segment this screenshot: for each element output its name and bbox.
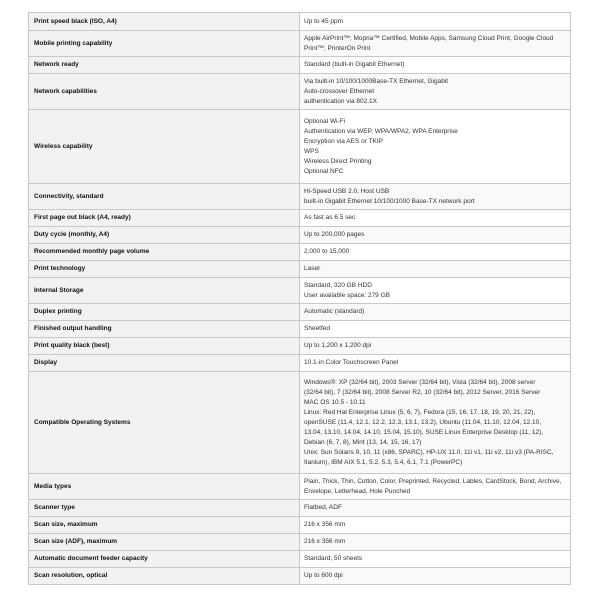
spec-value [300,227,571,244]
spec-label: Scanner type [29,500,300,517]
spec-value-line: Flatbed, ADF [304,504,342,511]
spec-row [29,355,571,372]
spec-label: Display [29,355,300,372]
specifications-body [29,13,571,585]
spec-label: Finished output handling [29,321,300,338]
spec-value-line: User available space: 279 GB [304,291,390,299]
spec-value-line: 10.1-in Color Touchscreen Panel [304,359,399,366]
spec-value [300,551,571,568]
spec-value-line: MAC OS 10.5 - 10.11 [304,398,366,406]
spec-row [29,184,571,210]
spec-label: Compatible Operating Systems [29,372,300,474]
spec-value-line: openSUSE (11.4, 12.1, 12.2, 12.3, 13.1, 13.2), Ubuntu (11.04, 11.10, 12.04, 12.10, [304,418,542,426]
spec-value-line: built-in Gigabit Ethernet 10/100/1000 Base-TX network port [304,197,475,205]
spec-value-line: Laser [304,265,321,272]
spec-value-line: Windows®: XP (32/64 bit), 2003 Server (32/64 bit), Vista (32/64 bit), 2008 server [304,378,536,386]
spec-label: Network ready [29,57,300,74]
spec-value-line: 13.04, 13.10, 14.04, 14.10, 15.04, 15.10), SUSE Linux Enterprise Desktop (11, 12), [304,428,544,436]
spec-value-line: Automatic (standard) [304,308,365,315]
spec-label: Media types [29,474,300,500]
spec-label: Recommended monthly page volume [29,244,300,261]
spec-row [29,278,571,304]
spec-row [29,57,571,74]
spec-row [29,551,571,568]
spec-row [29,534,571,551]
spec-value [300,278,571,304]
spec-value-line: Wireless Direct Printing [304,157,372,165]
spec-label: Mobile printing capability [29,31,300,57]
spec-value-line: authentication via 802.1X [304,97,377,105]
spec-row [29,304,571,321]
spec-label: First page out black (A4, ready) [29,210,300,227]
spec-value-line: Itanium), IBM AIX 5.1, 5.2, 5.3, 5.4, 6.1, 7.1 (PowerPC) [304,458,463,466]
spec-value-line: Apple AirPrint™; Mopria™ Certified, Mobile Apps, Samsung Cloud Print, Google Cloud [304,34,554,42]
spec-value-line: As fast as 6.5 sec [304,214,356,221]
spec-value-line: Auto-crossover Ethernet [304,87,375,95]
spec-value-line: Debian (6, 7, 8), Mint (13, 14, 15, 16, 17) [304,438,422,446]
spec-value [300,261,571,278]
spec-value [300,321,571,338]
spec-value [300,517,571,534]
spec-row [29,210,571,227]
spec-value [300,13,571,31]
spec-value [300,57,571,74]
spec-row [29,500,571,517]
spec-row [29,227,571,244]
spec-value-line: Up to 600 dpi [304,572,343,579]
spec-value-line: Optional NFC [304,167,344,175]
spec-value-line: Standard (built-in Gigabit Ethernet) [304,61,405,68]
spec-value-line: Standard, 50 sheets [304,555,363,562]
spec-value-line: Standard, 320 GB HDD [304,281,372,289]
spec-value [300,184,571,210]
spec-label: Connectivity, standard [29,184,300,210]
spec-value-line: Up to 200,000 pages [304,231,365,238]
spec-row [29,244,571,261]
spec-value-line: WPS [304,147,319,155]
spec-value-line: 216 x 356 mm [304,521,346,528]
spec-value-line: (32/64 bit), 7 (32/64 bit), 2008 Server R2, 10 (32/64 bit), 2012 Server, 2016 Server [304,388,541,396]
spec-value-line: Hi-Speed USB 2.0, Host USB [304,187,390,195]
spec-label: Automatic document feeder capacity [29,551,300,568]
spec-row [29,13,571,31]
spec-value [300,372,571,474]
spec-value [300,474,571,500]
spec-row [29,517,571,534]
spec-value-line: Up to 1,200 x 1,200 dpi [304,342,372,349]
spec-value-line: Linux: Red Hat Enterprise Linux (5, 6, 7), Fedora (15, 16, 17, 18, 19, 20, 21, 22), [304,408,536,416]
spec-value [300,355,571,372]
spec-value [300,304,571,321]
spec-row [29,321,571,338]
spec-value-line: Sheetfed [304,325,331,332]
spec-value-line: Optional Wi-Fi [304,117,346,125]
spec-label: Scan resolution, optical [29,568,300,585]
spec-label: Print quality black (best) [29,338,300,355]
spec-row [29,372,571,474]
spec-label: Duplex printing [29,304,300,321]
spec-value-line: 216 x 356 mm [304,538,346,545]
spec-value-line: Authentication via WEP, WPA/WPA2, WPA Enterprise [304,127,458,135]
spec-value [300,210,571,227]
spec-row [29,261,571,278]
spec-row [29,568,571,585]
spec-label: Print speed black (ISO, A4) [29,13,300,31]
spec-label: Wireless capability [29,110,300,184]
spec-label: Internal Storage [29,278,300,304]
spec-label: Print technology [29,261,300,278]
spec-label: Scan size (ADF), maximum [29,534,300,551]
spec-row [29,31,571,57]
spec-row [29,474,571,500]
spec-label: Duty cycle (monthly, A4) [29,227,300,244]
spec-value [300,74,571,110]
spec-row [29,110,571,184]
spec-value [300,31,571,57]
spec-value-line: Unix: Sun Solaris 9, 10, 11 (x86, SPARC), HP-UX 11.0, 11i v1, 11i v2, 11i v3 (PA-RISC, [304,448,554,456]
spec-value [300,338,571,355]
spec-value-line: Plain, Thick, Thin, Cotton, Color, Preprinted, Recycled, Lables, CardStock, Bond, Archive, [304,477,562,485]
spec-value-line: 2,000 to 15,000 [304,248,350,255]
spec-row [29,338,571,355]
spec-label: Network capabilities [29,74,300,110]
spec-value-line: Via built-in 10/100/1000Base-TX Ethernet, Gigabit [304,77,449,85]
spec-value [300,110,571,184]
spec-value-line: Encryption via AES or TKIP [304,137,383,145]
spec-value [300,500,571,517]
spec-label: Scan size, maximum [29,517,300,534]
spec-value [300,568,571,585]
spec-value [300,244,571,261]
spec-value-line: Print™; PrinterOn Print [304,44,371,52]
spec-value [300,534,571,551]
spec-row [29,74,571,110]
spec-value-line: Up to 45 ppm [304,17,344,25]
specifications-table [28,12,571,585]
spec-value-line: Envelope, Letterhead, Hole Punched [304,487,411,495]
